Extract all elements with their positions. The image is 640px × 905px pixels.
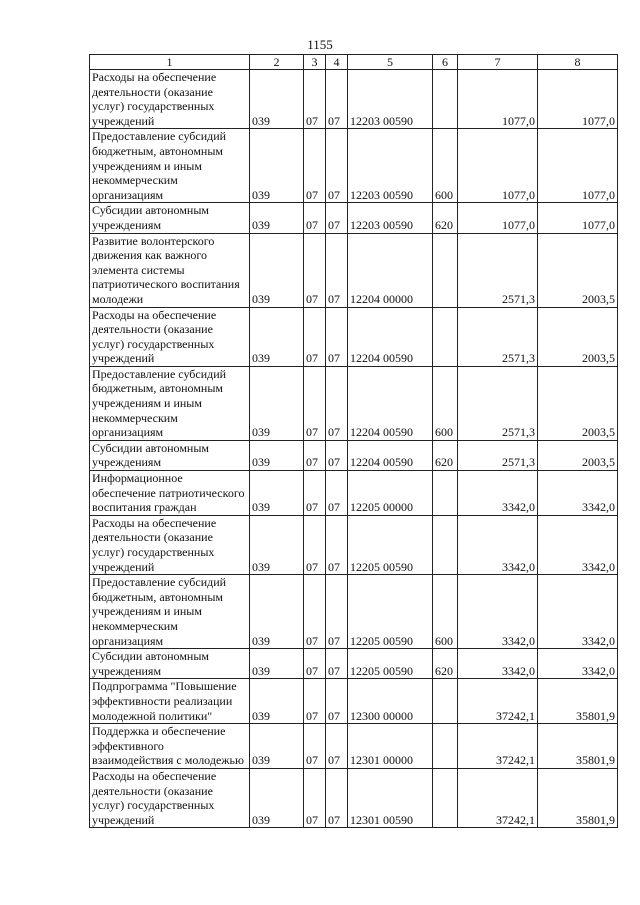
expense-name-cell: Поддержка и обеспечение эффективного взаимодействия с молодежью xyxy=(90,724,250,769)
target-article-cell: 12301 00000 xyxy=(348,724,433,769)
amount-year1-cell: 2571,3 xyxy=(458,233,538,307)
amount-year1-cell: 2571,3 xyxy=(458,366,538,440)
expense-type-cell: 600 xyxy=(433,129,458,203)
expense-type-cell: 620 xyxy=(433,649,458,679)
expense-type-cell xyxy=(433,768,458,827)
column-header: 3 xyxy=(304,55,326,70)
table-row xyxy=(90,233,618,307)
amount-year2-cell: 2003,5 xyxy=(538,233,618,307)
expense-name-cell: Субсидии автономным учреждениям xyxy=(90,203,250,233)
amount-year1-cell: 1077,0 xyxy=(458,129,538,203)
table-row xyxy=(90,129,618,203)
amount-year2-cell: 1077,0 xyxy=(538,203,618,233)
target-article-cell: 12204 00590 xyxy=(348,366,433,440)
section-code-cell: 07 xyxy=(304,366,326,440)
amount-year2-cell: 3342,0 xyxy=(538,575,618,649)
subsection-code-cell: 07 xyxy=(326,440,348,470)
column-header: 5 xyxy=(348,55,433,70)
expense-type-cell: 620 xyxy=(433,440,458,470)
target-article-cell: 12205 00590 xyxy=(348,649,433,679)
subsection-code-cell: 07 xyxy=(326,203,348,233)
table-row xyxy=(90,307,618,366)
grbs-code-cell: 039 xyxy=(250,768,304,827)
amount-year1-cell: 3342,0 xyxy=(458,515,538,574)
grbs-code-cell: 039 xyxy=(250,471,304,516)
amount-year1-cell: 3342,0 xyxy=(458,649,538,679)
section-code-cell: 07 xyxy=(304,679,326,724)
amount-year1-cell: 37242,1 xyxy=(458,768,538,827)
section-code-cell: 07 xyxy=(304,440,326,470)
expense-name-cell: Расходы на обеспечение деятельности (оказание услуг) государственных учреждений xyxy=(90,307,250,366)
subsection-code-cell: 07 xyxy=(326,70,348,129)
expense-name-cell: Предоставление субсидий бюджетным, автономным учреждениям и иным некоммерческим организациям xyxy=(90,129,250,203)
target-article-cell: 12205 00000 xyxy=(348,471,433,516)
amount-year2-cell: 35801,9 xyxy=(538,724,618,769)
target-article-cell: 12204 00000 xyxy=(348,233,433,307)
expense-type-cell xyxy=(433,307,458,366)
expense-name-cell: Подпрограмма "Повышение эффективности реализации молодежной политики" xyxy=(90,679,250,724)
amount-year2-cell: 3342,0 xyxy=(538,649,618,679)
grbs-code-cell: 039 xyxy=(250,649,304,679)
grbs-code-cell: 039 xyxy=(250,515,304,574)
table-row xyxy=(90,768,618,827)
section-code-cell: 07 xyxy=(304,70,326,129)
table-row xyxy=(90,515,618,574)
expense-name-cell: Расходы на обеспечение деятельности (оказание услуг) государственных учреждений xyxy=(90,768,250,827)
target-article-cell: 12203 00590 xyxy=(348,70,433,129)
amount-year1-cell: 3342,0 xyxy=(458,471,538,516)
column-header: 6 xyxy=(433,55,458,70)
expense-name-cell: Предоставление субсидий бюджетным, автономным учреждениям и иным некоммерческим организациям xyxy=(90,575,250,649)
expense-name-cell: Предоставление субсидий бюджетным, автономным учреждениям и иным некоммерческим организациям xyxy=(90,366,250,440)
subsection-code-cell: 07 xyxy=(326,366,348,440)
section-code-cell: 07 xyxy=(304,768,326,827)
budget-table xyxy=(89,54,618,828)
table-row xyxy=(90,724,618,769)
table-row xyxy=(90,575,618,649)
target-article-cell: 12205 00590 xyxy=(348,515,433,574)
section-code-cell: 07 xyxy=(304,233,326,307)
grbs-code-cell: 039 xyxy=(250,233,304,307)
table-row xyxy=(90,366,618,440)
grbs-code-cell: 039 xyxy=(250,70,304,129)
subsection-code-cell: 07 xyxy=(326,307,348,366)
column-header: 8 xyxy=(538,55,618,70)
amount-year2-cell: 35801,9 xyxy=(538,768,618,827)
expense-type-cell xyxy=(433,724,458,769)
grbs-code-cell: 039 xyxy=(250,203,304,233)
expense-name-cell: Расходы на обеспечение деятельности (оказание услуг) государственных учреждений xyxy=(90,70,250,129)
column-header: 2 xyxy=(250,55,304,70)
grbs-code-cell: 039 xyxy=(250,129,304,203)
subsection-code-cell: 07 xyxy=(326,129,348,203)
target-article-cell: 12203 00590 xyxy=(348,203,433,233)
subsection-code-cell: 07 xyxy=(326,233,348,307)
column-header: 7 xyxy=(458,55,538,70)
section-code-cell: 07 xyxy=(304,203,326,233)
amount-year1-cell: 1077,0 xyxy=(458,70,538,129)
amount-year2-cell: 35801,9 xyxy=(538,679,618,724)
subsection-code-cell: 07 xyxy=(326,679,348,724)
expense-type-cell xyxy=(433,70,458,129)
amount-year2-cell: 3342,0 xyxy=(538,515,618,574)
table-row xyxy=(90,440,618,470)
expense-name-cell: Развитие волонтерского движения как важного элемента системы патриотического воспитания молодежи xyxy=(90,233,250,307)
table-row xyxy=(90,70,618,129)
target-article-cell: 12203 00590 xyxy=(348,129,433,203)
expense-type-cell xyxy=(433,679,458,724)
grbs-code-cell: 039 xyxy=(250,366,304,440)
amount-year2-cell: 3342,0 xyxy=(538,471,618,516)
amount-year1-cell: 37242,1 xyxy=(458,724,538,769)
amount-year2-cell: 2003,5 xyxy=(538,440,618,470)
expense-name-cell: Информационное обеспечение патриотического воспитания граждан xyxy=(90,471,250,516)
expense-name-cell: Расходы на обеспечение деятельности (оказание услуг) государственных учреждений xyxy=(90,515,250,574)
expense-type-cell: 600 xyxy=(433,575,458,649)
amount-year1-cell: 1077,0 xyxy=(458,203,538,233)
subsection-code-cell: 07 xyxy=(326,471,348,516)
subsection-code-cell: 07 xyxy=(326,649,348,679)
amount-year1-cell: 2571,3 xyxy=(458,307,538,366)
grbs-code-cell: 039 xyxy=(250,724,304,769)
grbs-code-cell: 039 xyxy=(250,440,304,470)
table-row xyxy=(90,679,618,724)
section-code-cell: 07 xyxy=(304,471,326,516)
subsection-code-cell: 07 xyxy=(326,724,348,769)
amount-year1-cell: 37242,1 xyxy=(458,679,538,724)
expense-type-cell xyxy=(433,471,458,516)
grbs-code-cell: 039 xyxy=(250,575,304,649)
grbs-code-cell: 039 xyxy=(250,679,304,724)
column-header: 4 xyxy=(326,55,348,70)
amount-year2-cell: 2003,5 xyxy=(538,366,618,440)
section-code-cell: 07 xyxy=(304,724,326,769)
table-row xyxy=(90,649,618,679)
target-article-cell: 12204 00590 xyxy=(348,307,433,366)
amount-year1-cell: 2571,3 xyxy=(458,440,538,470)
page-number: 1155 xyxy=(307,37,333,52)
target-article-cell: 12301 00590 xyxy=(348,768,433,827)
subsection-code-cell: 07 xyxy=(326,515,348,574)
subsection-code-cell: 07 xyxy=(326,768,348,827)
table-row xyxy=(90,203,618,233)
expense-type-cell xyxy=(433,233,458,307)
amount-year2-cell: 1077,0 xyxy=(538,70,618,129)
expense-type-cell: 600 xyxy=(433,366,458,440)
target-article-cell: 12300 00000 xyxy=(348,679,433,724)
target-article-cell: 12205 00590 xyxy=(348,575,433,649)
grbs-code-cell: 039 xyxy=(250,307,304,366)
section-code-cell: 07 xyxy=(304,575,326,649)
expense-name-cell: Субсидии автономным учреждениям xyxy=(90,649,250,679)
section-code-cell: 07 xyxy=(304,129,326,203)
amount-year1-cell: 3342,0 xyxy=(458,575,538,649)
target-article-cell: 12204 00590 xyxy=(348,440,433,470)
expense-name-cell: Субсидии автономным учреждениям xyxy=(90,440,250,470)
table-header-row xyxy=(90,55,618,70)
table-row xyxy=(90,471,618,516)
section-code-cell: 07 xyxy=(304,649,326,679)
expense-type-cell xyxy=(433,515,458,574)
amount-year2-cell: 2003,5 xyxy=(538,307,618,366)
amount-year2-cell: 1077,0 xyxy=(538,129,618,203)
section-code-cell: 07 xyxy=(304,515,326,574)
expense-type-cell: 620 xyxy=(433,203,458,233)
section-code-cell: 07 xyxy=(304,307,326,366)
column-header: 1 xyxy=(90,55,250,70)
subsection-code-cell: 07 xyxy=(326,575,348,649)
